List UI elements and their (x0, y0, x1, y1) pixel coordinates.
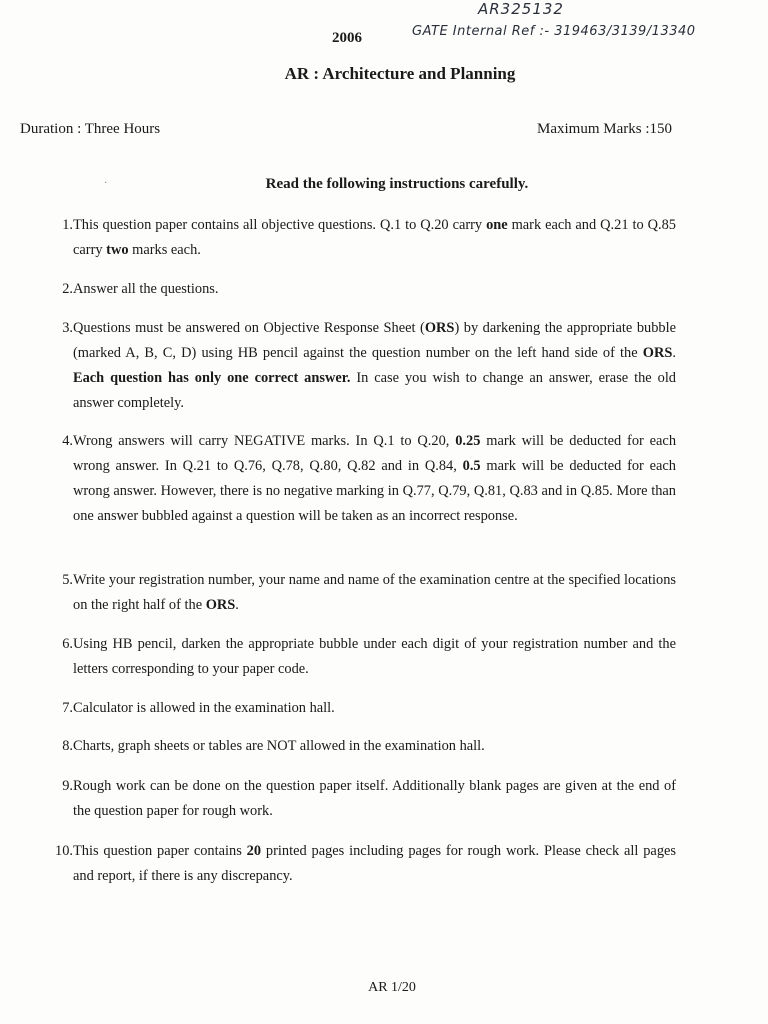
instruction-number: 5. (62, 572, 73, 588)
instruction-number: 10. (55, 843, 73, 859)
speck-mark: · (104, 178, 108, 189)
page-number-footer: AR 1/20 (368, 980, 416, 995)
instruction-text: Wrong answers will carry NEGATIVE marks. In Q.1 to Q.20, 0.25 mark will be deducted for each wrong answer. In Q.21 to Q.76, Q.78, Q.80, Q.82 and in Q.84, 0.5 mark will be deducted for each wrong answer. However, there is no negative marking in Q.77, Q.79, Q.81, Q.83 and in Q.85. More than one answer bubbled against a question will be taken as an incorrect response. (73, 433, 677, 524)
instruction-item (20, 568, 676, 618)
instruction-text: Write your registration number, your name and name of the examination centre at the specified locations on the right half of the ORS. (73, 572, 676, 613)
instruction-item (20, 774, 676, 824)
instruction-number: 8. (62, 738, 73, 754)
instruction-text: Rough work can be done on the question paper itself. Additionally blank pages are given at the end of the question paper for rough work. (73, 778, 676, 819)
exam-year: 2006 (332, 30, 362, 46)
handwritten-reference: GATE Internal Ref :- 319463/3139/13340 (412, 24, 696, 39)
instruction-item (20, 734, 676, 759)
duration-label: Duration : Three Hours (20, 121, 161, 137)
instruction-item (20, 213, 676, 263)
instruction-number: 9. (62, 778, 73, 794)
instruction-number: 4. (62, 433, 73, 449)
instruction-item (20, 632, 676, 682)
maximum-marks-label: Maximum Marks :150 (537, 121, 672, 137)
instruction-text: Questions must be answered on Objective Response Sheet (ORS) by darkening the appropriate bubble (marked A, B, C, D) using HB pencil against the question number on the left hand side of the ORS. Each question has only one correct answer. In case you wish to change an answer, erase the old answer completely. (73, 320, 677, 411)
instruction-text: Charts, graph sheets or tables are NOT allowed in the examination hall. (73, 738, 485, 754)
instruction-item (20, 696, 676, 721)
instruction-number: 3. (62, 320, 73, 336)
paper-title: AR : Architecture and Planning (284, 64, 516, 83)
instruction-number: 7. (62, 700, 73, 716)
instruction-item (20, 316, 676, 416)
instruction-number: 1. (62, 217, 73, 233)
instruction-item (20, 277, 676, 302)
instruction-text: Using HB pencil, darken the appropriate bubble under each digit of your registration number and the letters corresponding to your paper code. (73, 636, 676, 677)
instruction-text: This question paper contains all objective questions. Q.1 to Q.20 carry one mark each and Q.21 to Q.85 carry two marks each. (73, 217, 676, 258)
instruction-number: 6. (62, 636, 73, 652)
instruction-text: Answer all the questions. (73, 281, 219, 297)
instruction-text: Calculator is allowed in the examination hall. (73, 700, 335, 716)
handwritten-paper-code: AR325132 (478, 0, 564, 18)
instruction-text: This question paper contains 20 printed pages including pages for rough work. Please check all pages and report, if there is any discrepancy. (73, 843, 677, 884)
instruction-item (20, 839, 676, 889)
instruction-number: 2. (62, 281, 73, 297)
instructions-heading: Read the following instructions carefully. (265, 176, 529, 192)
instruction-item (20, 429, 676, 529)
